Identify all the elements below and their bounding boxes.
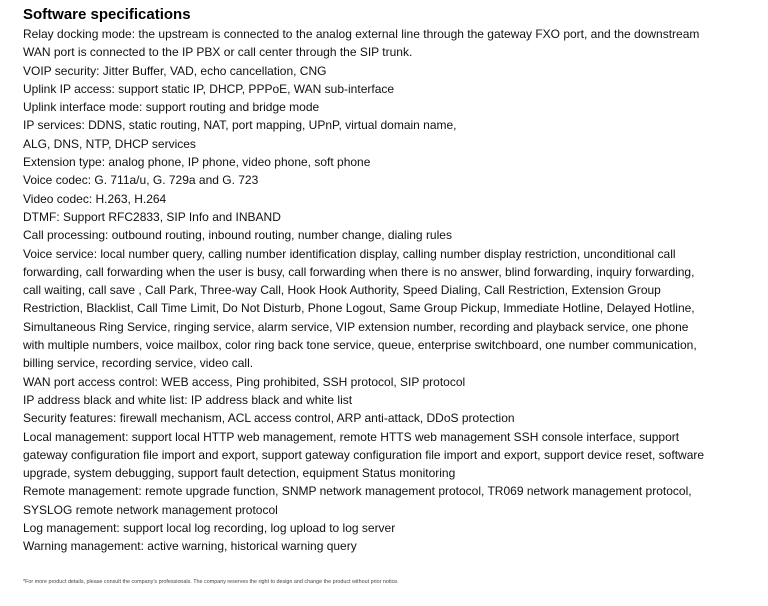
spec-ip-black-white-list: IP address black and white list: IP address black and white list [23,392,353,407]
spec-security-features: Security features: firewall mechanism, ACL access control, ARP anti-attack, DDoS protection [23,411,515,426]
spec-voice-codec: Voice codec: G. 711a/u, G. 729a and G. 723 [23,173,259,188]
spec-voip-security: VOIP security: Jitter Buffer, VAD, echo cancellation, CNG [23,63,327,78]
spec-video-codec: Video codec: H.263, H.264 [23,191,167,206]
page-title: Software specifications [23,6,191,23]
spec-log-management: Log management: support local log recording, log upload to log server [23,521,396,536]
spec-dtmf: DTMF: Support RFC2833, SIP Info and INBAND [23,209,281,224]
spec-remote-management: Remote management: remote upgrade function, SNMP network management protocol, TR069 network management protocol, SYSLOG remote network management protocol [23,484,692,517]
spec-warning-management: Warning management: active warning, historical warning query [23,539,357,554]
spec-extension-type: Extension type: analog phone, IP phone, video phone, soft phone [23,155,371,170]
spec-call-processing: Call processing: outbound routing, inbound routing, number change, dialing rules [23,228,452,243]
spec-wan-port-access-control: WAN port access control: WEB access, Ping prohibited, SSH protocol, SIP protocol [23,374,466,389]
spec-local-management: Local management: support local HTTP web management, remote HTTS web management SSH console interface, support gateway configuration file import and export, support gateway configuration file import and export, support device reset, software upgrade, system debugging, support fault detection, equipment Status monitoring [23,429,705,481]
spec-document [23,6,713,556]
spec-list [23,25,713,556]
spec-voice-service: Voice service: local number query, calling number identification display, calling number display restriction, unconditional call forwarding, call forwarding when the user is busy, call forwarding when there is no answer, blind forwarding, inquiry forwarding, call waiting, call save , Call Park, Three-way Call, Hook Hook Authority, Speed Dialing, Call Restriction, Extension Group Restriction, Blacklist, Call Time Limit, Do Not Disturb, Phone Logout, Same Group Pickup, Immediate Hotline, Delayed Hotline, Simultaneous Ring Service, ringing service, alarm service, VIP extension number, recording and playback service, one phone with multiple numbers, voice mailbox, color ring back tone service, queue, enterprise switchboard, one number communication, billing service, recording service, video call. [23,246,697,371]
footnote-disclaimer: *For more product details, please consult the company's professionals. The company reserves the right to design and change the product without prior notice. [23,579,399,585]
spec-ip-services: IP services: DDNS, static routing, NAT, port mapping, UPnP, virtual domain name, [23,118,457,133]
spec-relay-docking-mode: Relay docking mode: the upstream is connected to the analog external line through the gateway FXO port, and the downstream WAN port is connected to the IP PBX or call center through the SIP trunk. [23,27,700,60]
spec-uplink-interface-mode: Uplink interface mode: support routing and bridge mode [23,100,320,115]
spec-uplink-ip-access: Uplink IP access: support static IP, DHCP, PPPoE, WAN sub-interface [23,81,395,96]
spec-ip-services-continued: ALG, DNS, NTP, DHCP services [23,136,196,151]
